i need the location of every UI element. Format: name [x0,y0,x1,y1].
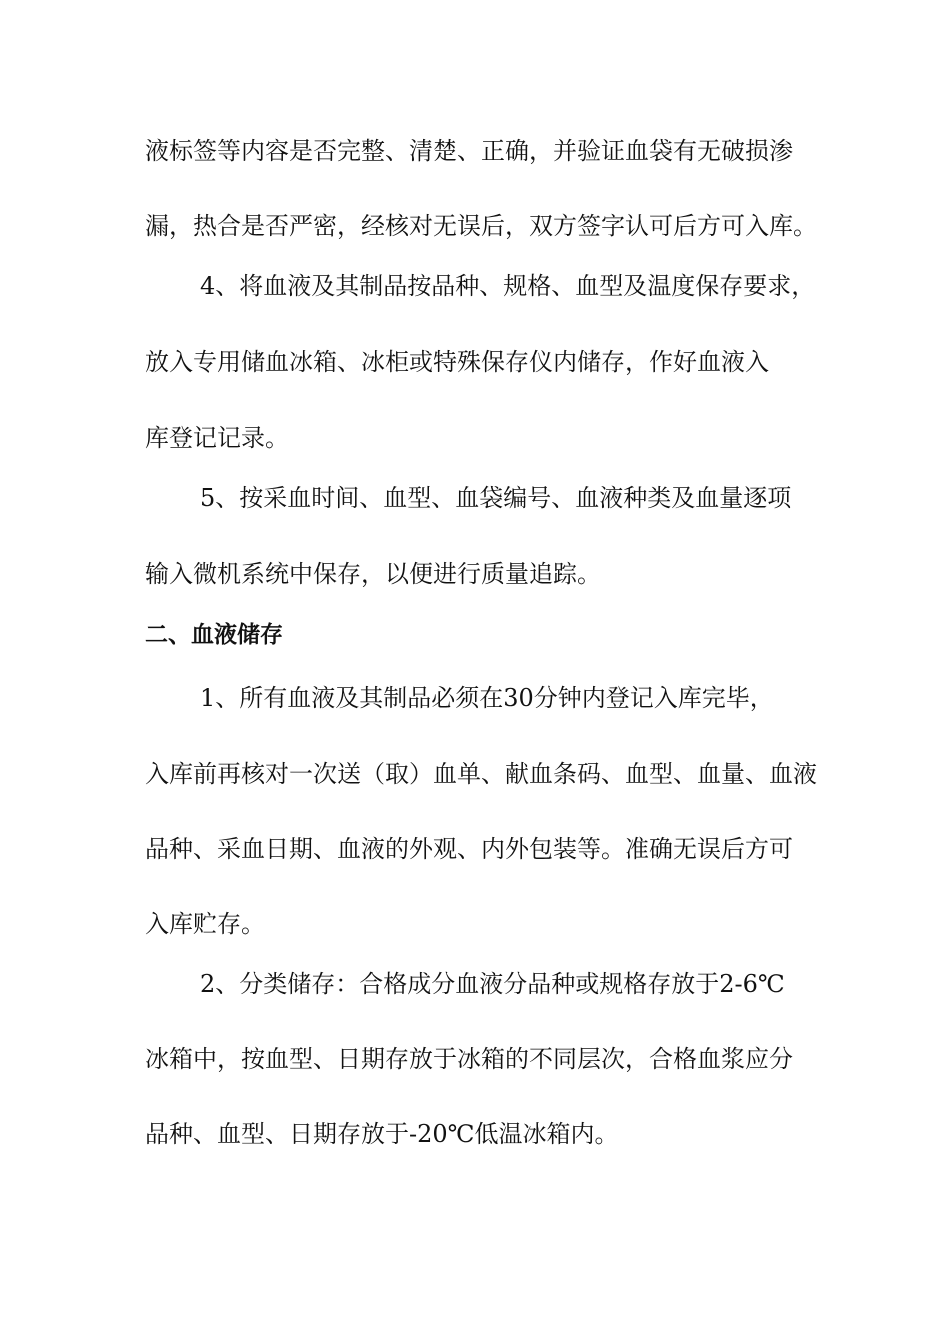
paragraph-line: 入库贮存。 [145,910,265,938]
paragraph-line: 放入专用储血冰箱、冰柜或特殊保存仪内储存，作好血液入 [145,348,769,376]
paragraph-line: 入库前再核对一次送（取）血单、献血条码、血型、血量、血液 [145,760,817,788]
paragraph-line: 4、将血液及其制品按品种、规格、血型及温度保存要求， [200,272,816,300]
paragraph-line: 品种、血型、日期存放于-20℃低温冰箱内。 [145,1120,619,1148]
paragraph-line: 输入微机系统中保存，以便进行质量追踪。 [145,560,601,588]
paragraph-line: 漏，热合是否严密，经核对无误后，双方签字认可后方可入库。 [145,212,817,240]
section-heading: 二、血液储存 [145,622,283,648]
paragraph-line: 1、所有血液及其制品必须在30分钟内登记入库完毕， [200,684,774,712]
paragraph-line: 库登记记录。 [145,424,289,452]
paragraph-line: 2、分类储存：合格成分血液分品种或规格存放于2-6℃ [200,970,785,998]
paragraph-line: 5、按采血时间、血型、血袋编号、血液种类及血量逐项 [200,484,792,512]
paragraph-line: 品种、采血日期、血液的外观、内外包装等。准确无误后方可 [145,835,793,863]
paragraph-line: 液标签等内容是否完整、清楚、正确，并验证血袋有无破损渗 [145,137,793,165]
paragraph-line: 冰箱中，按血型、日期存放于冰箱的不同层次，合格血浆应分 [145,1045,793,1073]
